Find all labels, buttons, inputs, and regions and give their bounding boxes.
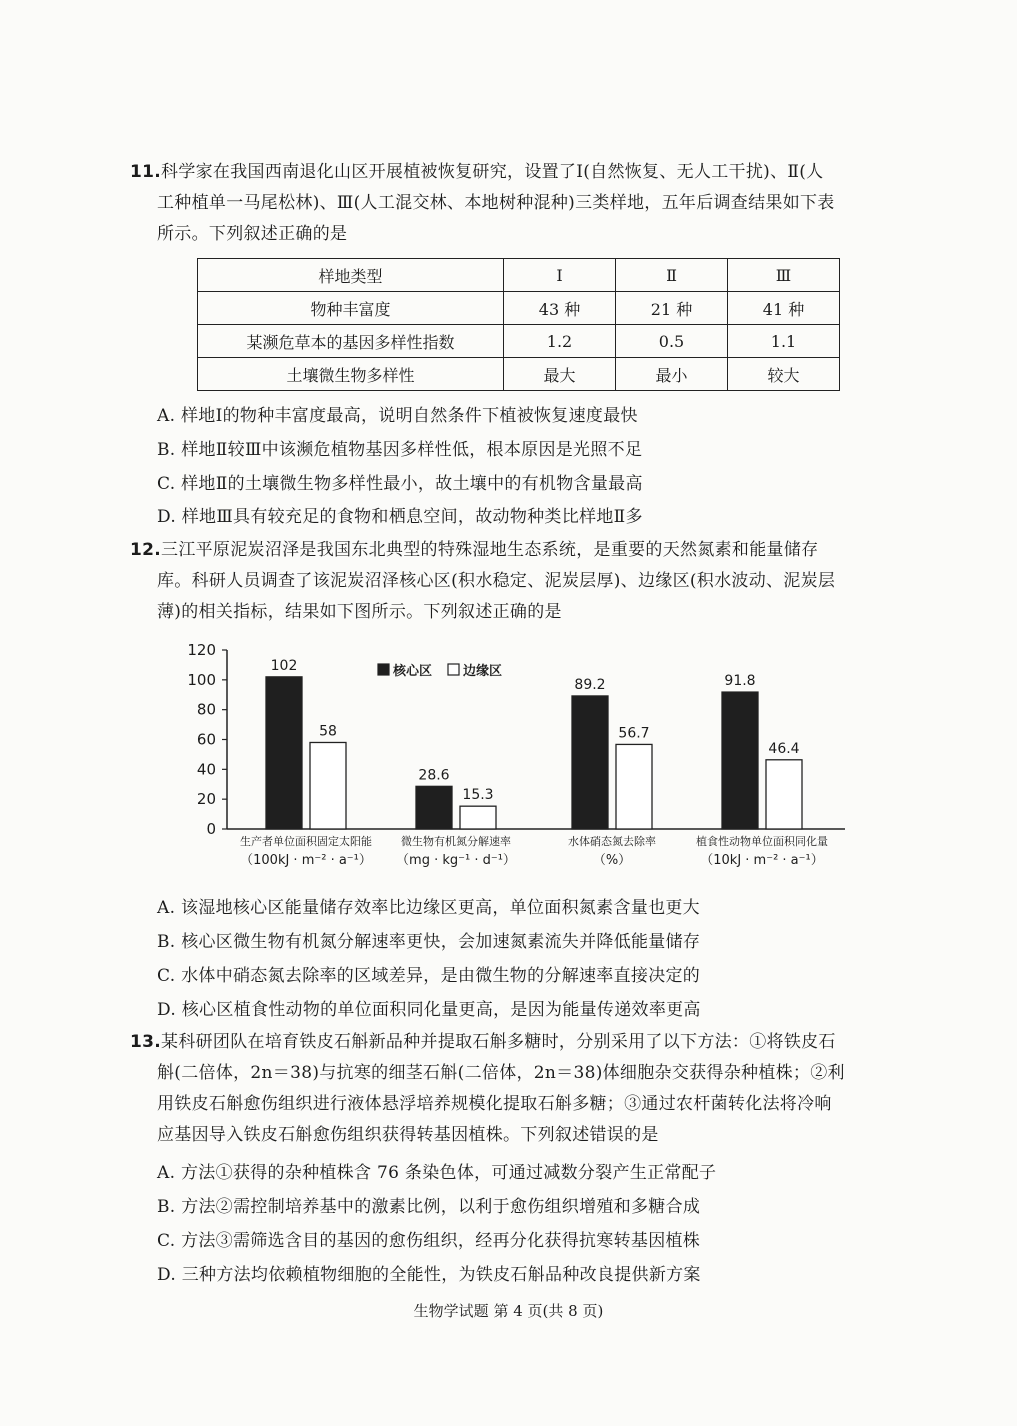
question-stem-line: 薄)的相关指标，结果如下图所示。下列叙述正确的是 <box>157 602 562 622</box>
question-stem-line: 三江平原泥炭沼泽是我国东北典型的特殊湿地生态系统，是重要的天然氮素和能量储存 <box>161 540 819 560</box>
x-category-unit: （%） <box>592 853 632 868</box>
question-stem-line: 某科研团队在培育铁皮石斛新品种并提取石斛多糖时，分别采用了以下方法：①将铁皮石 <box>161 1032 836 1052</box>
bar-value-label: 89.2 <box>574 676 606 693</box>
table-cell: 某濒危草本的基因多样性指数 <box>198 325 504 358</box>
data-table <box>197 258 840 391</box>
x-category-label: 水体硝态氮去除率 <box>568 835 656 848</box>
legend-label: 核心区 <box>393 664 433 679</box>
bar-value-label: 91.8 <box>724 673 756 690</box>
table-header-cell: Ⅲ <box>728 259 840 292</box>
question-number: 12. <box>130 540 162 560</box>
legend-swatch <box>448 664 459 675</box>
x-category-unit: （mg · kg⁻¹ · d⁻¹） <box>396 853 516 868</box>
bar-value-label: 15.3 <box>462 787 494 804</box>
option-d[interactable]: D. 三种方法均依赖植物细胞的全能性，为铁皮石斛品种改良提供新方案 <box>157 1265 701 1285</box>
chart-legend <box>378 663 502 679</box>
bar-value-label: 56.7 <box>618 725 650 742</box>
option-c[interactable]: C. 方法③需筛选含目的基因的愈伤组织，经再分化获得抗寒转基因植株 <box>157 1231 701 1251</box>
table-cell: 最小 <box>616 358 728 391</box>
table-cell: 43 种 <box>504 292 616 325</box>
question-stem-line: 科学家在我国西南退化山区开展植被恢复研究，设置了Ⅰ(自然恢复、无人工干扰)、Ⅱ(人 <box>161 162 824 182</box>
option-a[interactable]: A. 方法①获得的杂种植株含 76 条染色体，可通过减数分裂产生正常配子 <box>157 1163 717 1183</box>
bar-value-label: 46.4 <box>768 740 800 757</box>
bar-core <box>266 677 302 829</box>
bar-edge <box>616 744 652 829</box>
bar-edge <box>460 806 496 829</box>
option-a[interactable]: A. 该湿地核心区能量储存效率比边缘区更高，单位面积氮素含量也更大 <box>157 898 700 918</box>
table-header-cell: Ⅱ <box>616 259 728 292</box>
table-row <box>198 325 840 358</box>
x-category-unit: （10kJ · m⁻² · a⁻¹） <box>700 853 824 868</box>
question-number: 11. <box>130 162 162 182</box>
question-13 <box>130 1027 890 1151</box>
y-tick-label: 20 <box>196 790 216 809</box>
bar-edge <box>310 742 346 829</box>
table-row <box>198 358 840 391</box>
y-tick-label: 100 <box>187 670 216 689</box>
bar-core <box>572 696 608 829</box>
table-cell: 土壤微生物多样性 <box>198 358 504 391</box>
table-cell: 最大 <box>504 358 616 391</box>
bar-value-label: 58 <box>319 723 337 740</box>
bar-core <box>722 692 758 829</box>
table-cell: 较大 <box>728 358 840 391</box>
question-stem-line: 用铁皮石斛愈伤组织进行液体悬浮培养规模化提取石斛多糖；③通过农杆菌转化法将冷响 <box>157 1094 832 1114</box>
question-stem-line: 工种植单一马尾松林)、Ⅲ(人工混交林、本地树种混种)三类样地，五年后调查结果如下表 <box>157 193 835 213</box>
x-category-label: 生产者单位面积固定太阳能 <box>240 835 372 848</box>
table-cell: 1.1 <box>728 325 840 358</box>
option-c[interactable]: C. 水体中硝态氮去除率的区域差异，是由微生物的分解速率直接决定的 <box>157 966 701 986</box>
table-cell: 1.2 <box>504 325 616 358</box>
page-footer: 生物学试题 第 4 页(共 8 页) <box>413 1302 604 1320</box>
bar-core <box>416 786 452 829</box>
question-stem-line: 所示。下列叙述正确的是 <box>157 224 348 244</box>
question-number: 13. <box>130 1032 162 1052</box>
option-c[interactable]: C. 样地Ⅱ的土壤微生物多样性最小，故土壤中的有机物含量最高 <box>157 474 643 494</box>
option-d[interactable]: D. 样地Ⅲ具有较充足的食物和栖息空间，故动物种类比样地Ⅱ多 <box>157 507 643 527</box>
y-tick-label: 120 <box>187 641 216 659</box>
x-category-label: 微生物有机氮分解速率 <box>401 835 511 848</box>
x-category-unit: （100kJ · m⁻² · a⁻¹） <box>240 853 372 868</box>
question-stem-line: 斛(二倍体，2n＝38)与抗寒的细茎石斛(二倍体，2n＝38)体细胞杂交获得杂种植株；②利 <box>157 1063 845 1083</box>
option-b[interactable]: B. 样地Ⅱ较Ⅲ中该濒危植物基因多样性低，根本原因是光照不足 <box>157 440 643 460</box>
bar-value-label: 102 <box>270 657 298 674</box>
option-b[interactable]: B. 方法②需控制培养基中的激素比例，以利于愈伤组织增殖和多糖合成 <box>157 1197 701 1217</box>
legend-label: 边缘区 <box>463 664 503 679</box>
table-header-cell: Ⅰ <box>504 259 616 292</box>
question-stem-line: 库。科研人员调查了该泥炭沼泽核心区(积水稳定、泥炭层厚)、边缘区(积水波动、泥炭层 <box>157 571 836 591</box>
question-stem-line: 应基因导入铁皮石斛愈伤组织获得转基因植株。下列叙述错误的是 <box>157 1125 659 1145</box>
table-row <box>198 292 840 325</box>
table-header-row <box>198 259 840 292</box>
y-tick-label: 40 <box>196 760 216 779</box>
option-d[interactable]: D. 核心区植食性动物的单位面积同化量更高，是因为能量传递效率更高 <box>157 1000 701 1020</box>
option-b[interactable]: B. 核心区微生物有机氮分解速率更快，会加速氮素流失并降低能量储存 <box>157 932 701 952</box>
bar-chart <box>0 640 1017 880</box>
legend-swatch <box>378 664 389 675</box>
table-cell: 41 种 <box>728 292 840 325</box>
table-cell: 21 种 <box>616 292 728 325</box>
y-tick-label: 60 <box>196 730 216 749</box>
question-12 <box>130 535 890 628</box>
chart-bars <box>266 677 802 829</box>
question-11 <box>130 157 890 250</box>
table-cell: 物种丰富度 <box>198 292 504 325</box>
x-category-label: 植食性动物单位面积同化量 <box>696 835 828 848</box>
table-header-cell: 样地类型 <box>198 259 504 292</box>
bar-edge <box>766 760 802 829</box>
option-a[interactable]: A. 样地Ⅰ的物种丰富度最高，说明自然条件下植被恢复速度最快 <box>157 406 638 426</box>
y-tick-label: 80 <box>196 700 216 719</box>
bar-value-label: 28.6 <box>418 767 450 784</box>
table-cell: 0.5 <box>616 325 728 358</box>
y-tick-label: 0 <box>206 820 216 838</box>
